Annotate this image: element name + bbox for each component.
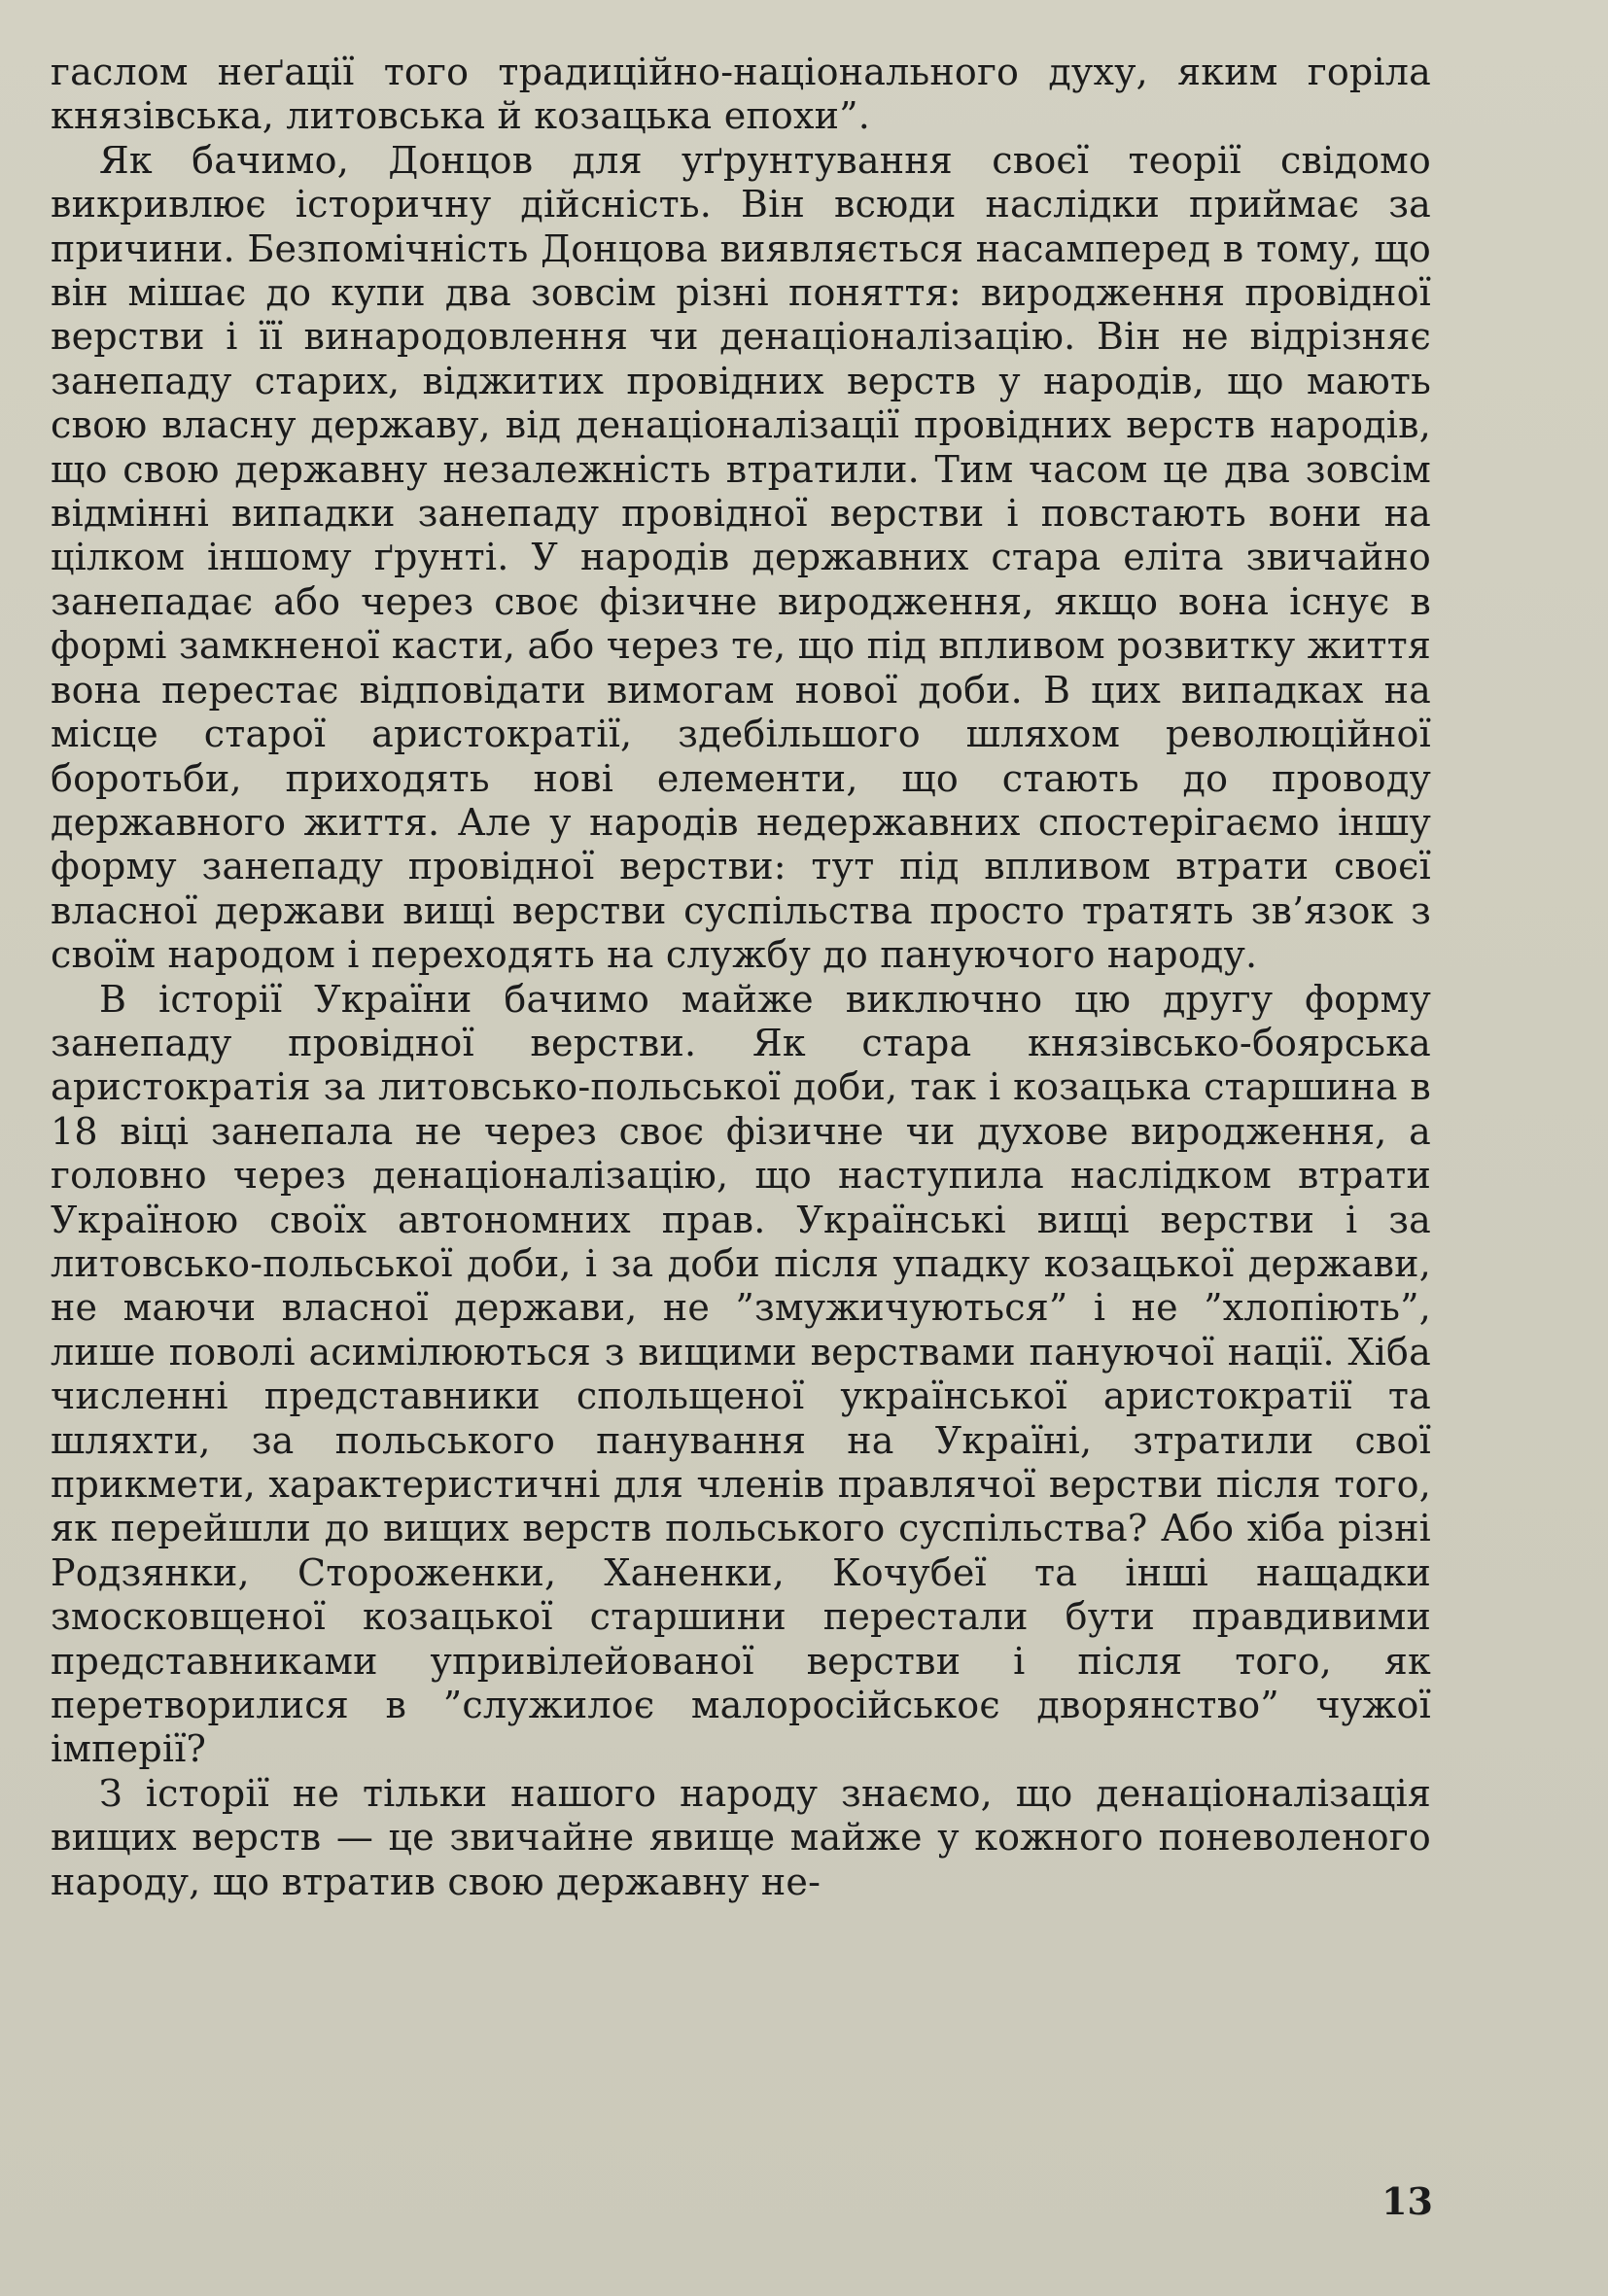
paragraph-2: Як бачимо, Донцов для уґрунтування своєї теорії свідомо викривлює історичну дійсність. Він всюди наслідки приймає за причини. Безпомічність Донцова виявляється насамперед в тому, що він мішає до купи два зовсім різні поняття: виродження провідної верстви і її винародовлення чи денаціоналізацію. Він не відрізняє занепаду старих, віджитих провідних верств у народів, що мають свою власну державу, від денаціоналізації провідних верств народів, що свою державну незалежність втратили. Тим часом це два зовсім відмінні випадки занепаду провідної верстви і повстають вони на цілком іншому ґрунті. У народів державних стара еліта звичайно занепадає або через своє фізичне виродження, якщо вона існує в формі замкненої касти, або через те, що під впливом розвитку життя вона перестає відповідати вимогам нової доби. В цих випадках на місце старої аристократії, здебільшого шляхом революційної боротьби, приходять нові елементи, що стають до проводу державного життя. Але у народів недержавних спостерігаємо іншу форму занепаду провідної верстви: тут під впливом втрати своєї власної держави вищі верстви суспільства просто тратять зв’язок з своїм народом і переходять на службу до пануючого народу. [51,138,1431,977]
body-text [51,51,1431,1904]
paragraph-1: гаслом неґації того традиційно-національного духу, яким горіла князівська, литовська й козацька епохи”. [51,51,1431,138]
page-number: 13 [1381,2179,1433,2223]
paragraph-4: З історії не тільки нашого народу знаємо, що денаціоналізація вищих верств — це звичайне явище майже у кожного поневоленого народу, що втратив свою державну не- [51,1771,1431,1903]
paragraph-3: В історії України бачимо майже виключно цю другу форму занепаду провідної верстви. Як стара князівсько-боярська аристократія за литовсько-польської доби, так і козацька старшина в 18 віці занепала не через своє фізичне чи духове виродження, а головно через денаціоналізацію, що наступила наслідком втрати Україною своїх автономних прав. Українські вищі верстви і за литовсько-польської доби, і за доби після упадку козацької держави, не маючи власної держави, не ”змужичуються” і не ”хлопіють”, лише поволі асимілюються з вищими верствами пануючої нації. Хіба численні представники спольщеної української аристократії та шляхти, за польського панування на Україні, зтратили свої прикмети, характеристичні для членів правлячої верстви після того, як перейшли до вищих верств польського суспільства? Або хіба різні Родзянки, Стороженки, Ханенки, Кочубеї та інші нащадки змосковщеної козацької старшини перестали бути правдивими представниками упривілейованої верстви і після того, як перетворилися в ”служилоє малоросійськоє дворянство” чужої імперії? [51,977,1431,1771]
